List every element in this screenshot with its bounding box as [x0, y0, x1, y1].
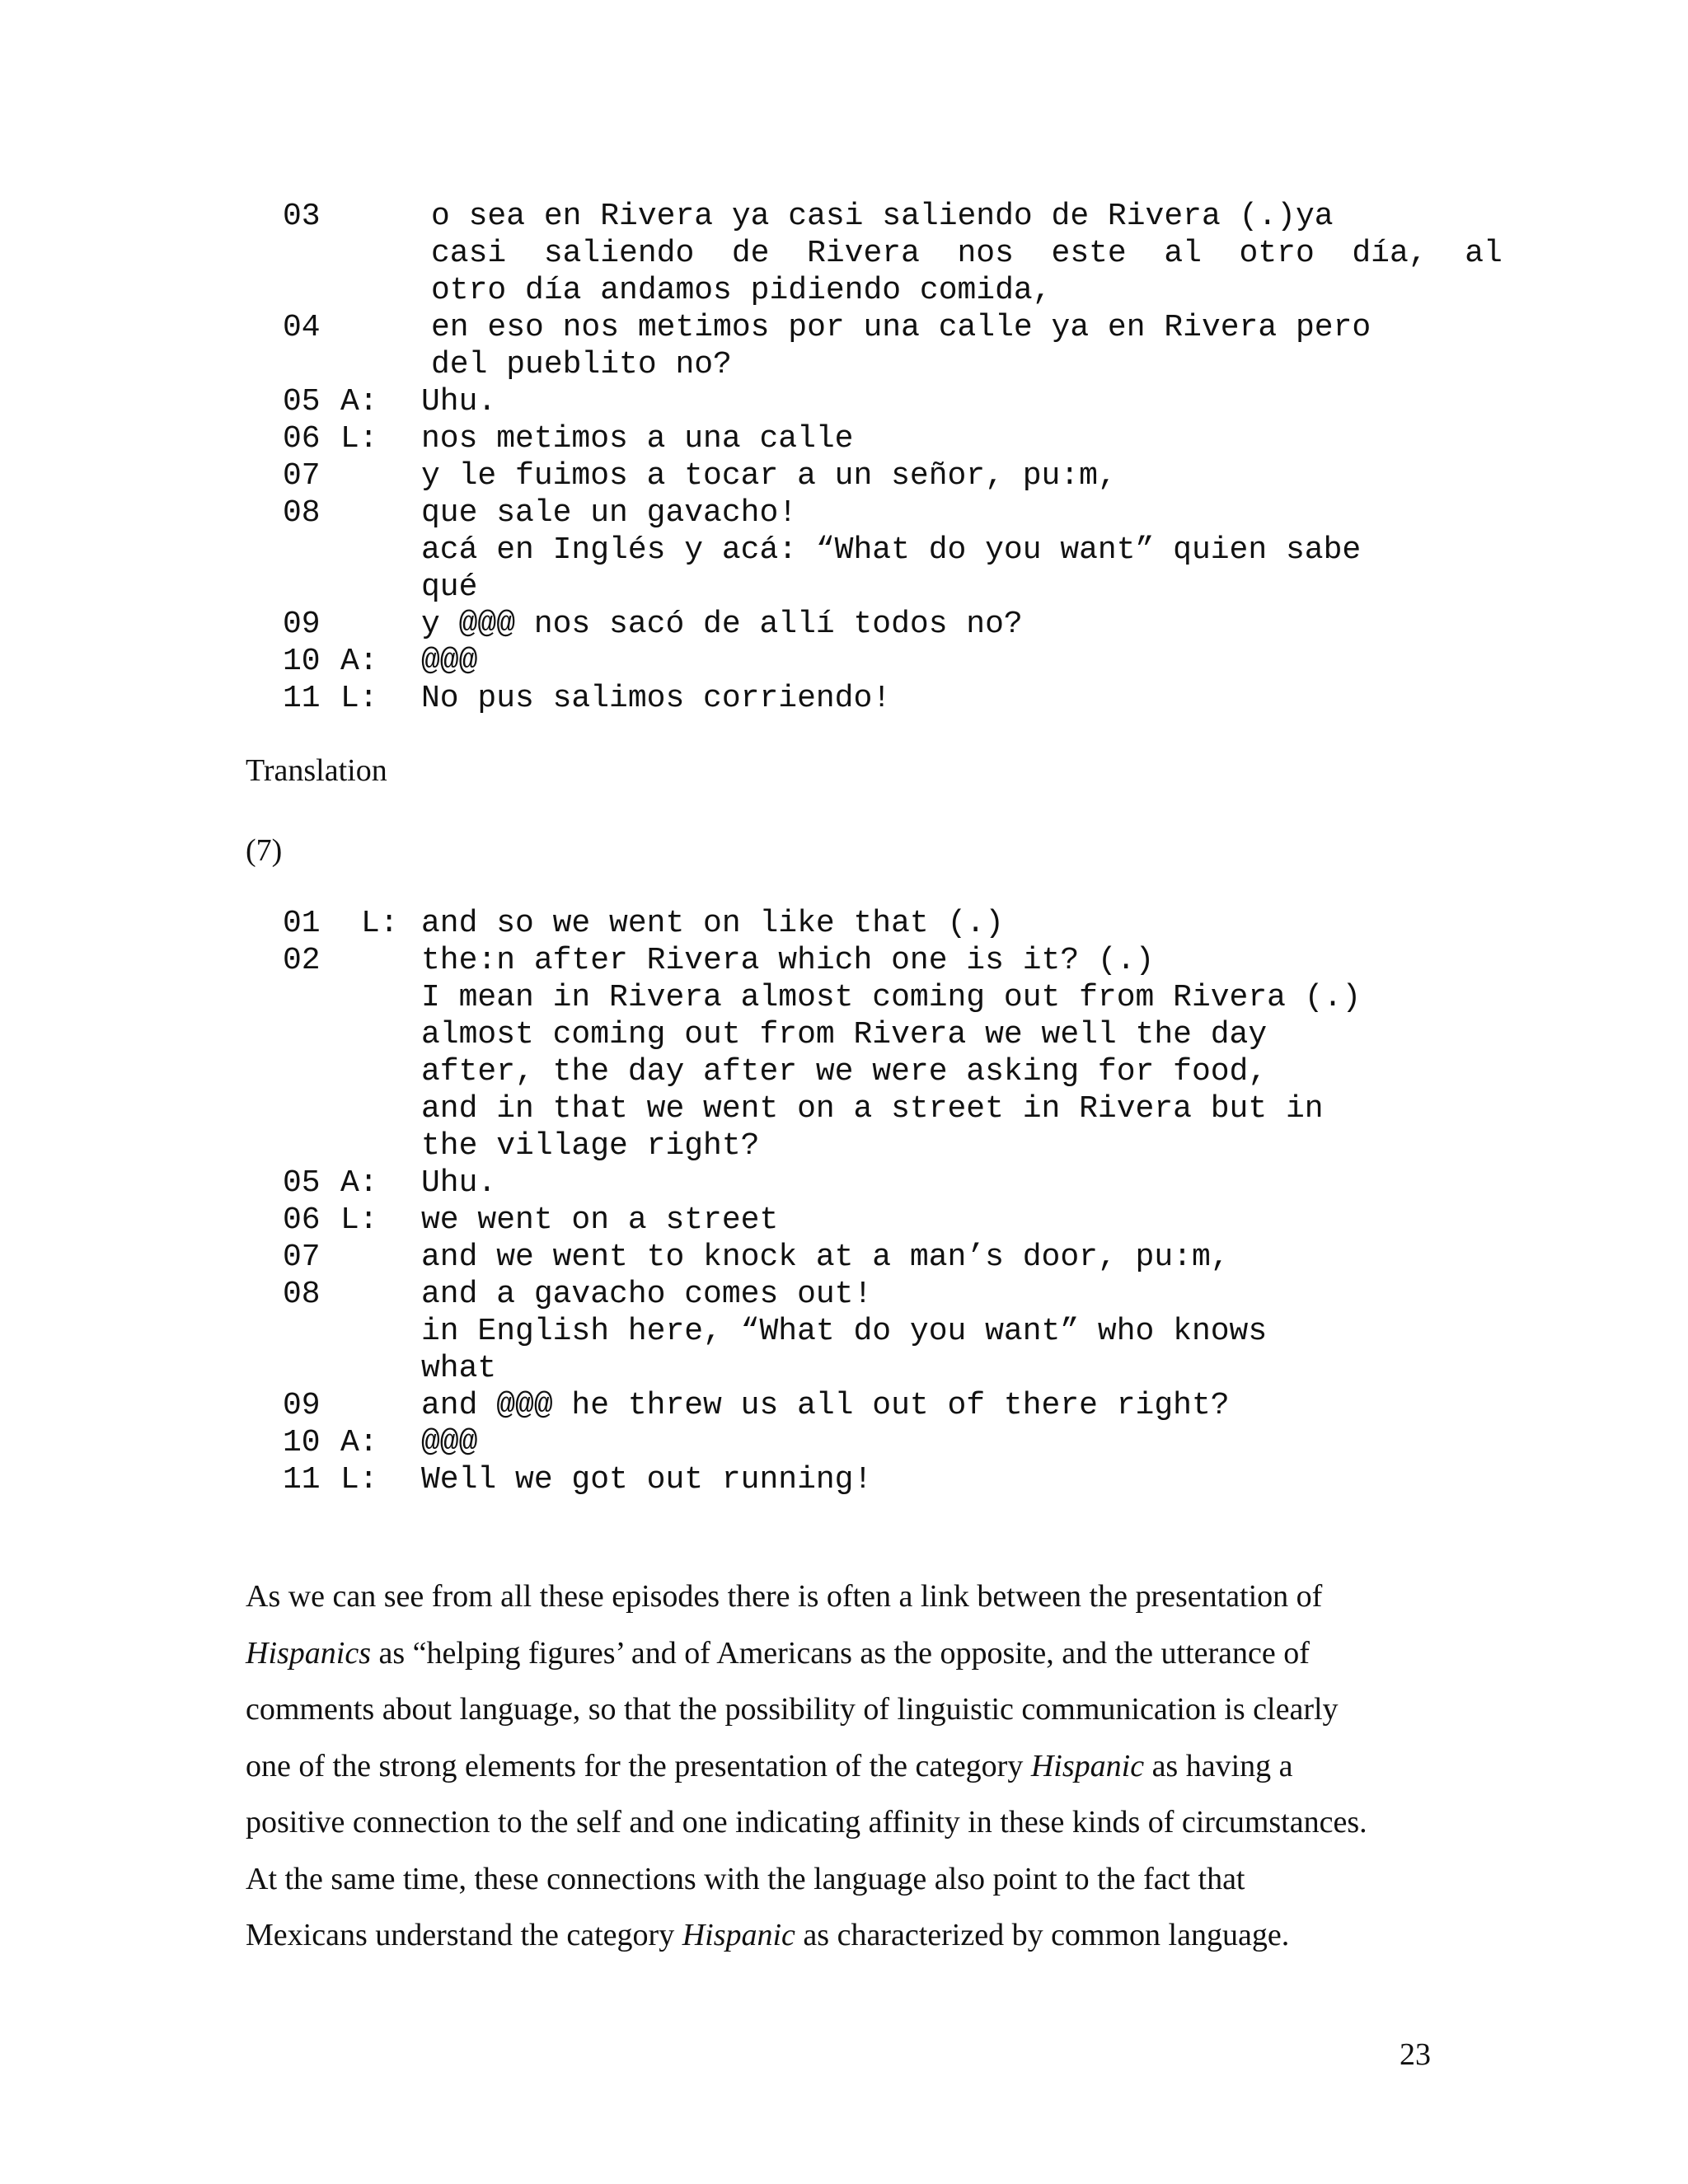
transcript-line [283, 680, 1437, 717]
transcript-line [283, 1424, 1437, 1461]
line-number: 10 [283, 644, 321, 679]
line-number: 02 [283, 943, 321, 978]
transcript-line [283, 272, 1437, 309]
transcript-line [283, 1461, 1437, 1498]
transcript-line [283, 643, 1437, 680]
page-number: 23 [1400, 2037, 1431, 2072]
transcript-line [283, 942, 1437, 979]
utterance-text: No pus salimos corriendo! [421, 681, 892, 716]
utterance-text: we went on a street [421, 1202, 779, 1238]
transcript-line [283, 905, 1437, 942]
utterance-text: and we went to knock at a man’s door, pu:m, [421, 1240, 1230, 1275]
italic-term: Hispanic [682, 1918, 795, 1952]
utterance-text: acá en Inglés y acá: “What do you want” quien sabe [421, 532, 1362, 568]
text-run: as characterized by common language. [795, 1918, 1290, 1952]
text-run: one of the strong elements for the presentation of the category [246, 1748, 1031, 1783]
paragraph-line [246, 1794, 1449, 1851]
speaker-label: L: [340, 681, 378, 716]
line-number: 05 [283, 384, 321, 419]
utterance-text: nos metimos a una calle [421, 421, 854, 457]
italic-term: Hispanics [246, 1635, 371, 1671]
utterance-text: otro día andamos pidiendo comida, [431, 273, 1052, 308]
utterance-text: in English here, “What do you want” who knows [421, 1314, 1268, 1349]
line-number: 06 [283, 421, 321, 457]
italic-term: Hispanic [1030, 1748, 1145, 1783]
transcript-line [283, 198, 1437, 235]
utterance-text: Uhu. [421, 1165, 497, 1201]
transcript-line [283, 1090, 1437, 1127]
transcript-spanish [283, 198, 1503, 717]
transcript-line [283, 457, 1437, 494]
utterance-text: after, the day after we were asking for food, [421, 1054, 1268, 1090]
transcript-line [283, 1016, 1437, 1053]
line-number: 09 [283, 607, 321, 642]
speaker-label: L: [340, 421, 378, 457]
utterance-text: o sea en Rivera ya casi saliendo de Rivera (.)ya [431, 199, 1334, 234]
speaker-label: A: [340, 1425, 378, 1460]
text-run: comments about language, so that the possibility of linguistic communication is clearly [246, 1692, 1339, 1727]
utterance-text: and @@@ he threw us all out of there right? [421, 1388, 1230, 1423]
utterance-text: I mean in Rivera almost coming out from Rivera (.) [421, 980, 1362, 1015]
line-number: 07 [283, 1240, 321, 1275]
line-number: 09 [283, 1388, 321, 1423]
line-number: 08 [283, 495, 321, 531]
paragraph-line [246, 1907, 1449, 1964]
transcript-line [283, 1202, 1437, 1239]
speaker-label: A: [340, 644, 378, 679]
transcript-line [283, 979, 1437, 1016]
utterance-text: qué [421, 569, 478, 605]
paragraph-line [246, 1738, 1449, 1795]
line-number: 11 [283, 681, 321, 716]
utterance-text: Well we got out running! [421, 1462, 873, 1497]
transcript-line [283, 420, 1437, 457]
line-number: 04 [283, 310, 321, 345]
transcript-line [283, 569, 1437, 606]
utterance-text: what [421, 1351, 497, 1386]
utterance-text: y le fuimos a tocar a un señor, pu:m, [421, 458, 1117, 494]
transcript-line [283, 1313, 1437, 1350]
utterance-text: and in that we went on a street in Rivera but in [421, 1091, 1324, 1127]
transcript-line [283, 1350, 1437, 1387]
text-run: At the same time, these connections with the language also point to the fact that [246, 1861, 1245, 1896]
text-run: Mexicans understand the category [246, 1918, 682, 1952]
line-number: 11 [283, 1462, 321, 1497]
transcript-line [283, 1387, 1437, 1424]
utterance-text: almost coming out from Rivera we well the day [421, 1017, 1268, 1052]
transcript-line [283, 383, 1437, 420]
line-number: 06 [283, 1202, 321, 1238]
transcript-line [283, 1053, 1437, 1090]
discussion-paragraph [246, 1568, 1449, 1964]
paragraph-line [246, 1568, 1449, 1625]
speaker-label: A: [340, 1165, 378, 1201]
utterance-text: the:n after Rivera which one is it? (.) [421, 943, 1155, 978]
text-run: positive connection to the self and one indicating affinity in these kinds of circumstances. [246, 1805, 1367, 1840]
transcript-line [283, 1239, 1437, 1276]
utterance-text: y @@@ nos sacó de allí todos no? [421, 607, 1023, 642]
utterance-text: and a gavacho comes out! [421, 1277, 873, 1312]
transcript-line [283, 309, 1437, 346]
paragraph-line [246, 1681, 1449, 1738]
translation-heading: Translation [246, 753, 387, 788]
transcript-line [283, 1127, 1437, 1165]
utterance-text: @@@ [421, 644, 478, 679]
utterance-text: casi saliendo de Rivera nos este al otro día, al [431, 236, 1503, 271]
speaker-label: L: [340, 1202, 378, 1238]
transcript-line [283, 1276, 1437, 1313]
paragraph-line [246, 1625, 1449, 1682]
utterance-text: @@@ [421, 1425, 478, 1460]
speaker-label: L: [361, 906, 399, 941]
speaker-label: A: [340, 384, 378, 419]
transcript-line [283, 532, 1437, 569]
text-run: as having a [1144, 1748, 1293, 1783]
utterance-text: en eso nos metimos por una calle ya en Rivera pero [431, 310, 1372, 345]
transcript-line [283, 235, 1503, 272]
paragraph-line [246, 1851, 1449, 1908]
transcript-line [283, 1165, 1437, 1202]
example-number: (7) [246, 833, 283, 868]
transcript-line [283, 606, 1437, 643]
text-run: as “helping figures’ and of Americans as the opposite, and the utterance of [371, 1635, 1310, 1671]
utterance-text: que sale un gavacho! [421, 495, 798, 531]
utterance-text: del pueblito no? [431, 347, 732, 382]
transcript-line [283, 494, 1437, 532]
text-run: As we can see from all these episodes there is often a link between the presentation of [246, 1579, 1323, 1614]
utterance-text: and so we went on like that (.) [421, 906, 1004, 941]
utterance-text: Uhu. [421, 384, 497, 419]
transcript-english [283, 905, 1437, 1498]
speaker-label: L: [340, 1462, 378, 1497]
utterance-text: the village right? [421, 1128, 760, 1164]
line-number: 10 [283, 1425, 321, 1460]
line-number: 07 [283, 458, 321, 494]
transcript-line [283, 346, 1437, 383]
line-number: 08 [283, 1277, 321, 1312]
line-number: 01 [283, 906, 321, 941]
line-number: 05 [283, 1165, 321, 1201]
line-number: 03 [283, 199, 321, 234]
